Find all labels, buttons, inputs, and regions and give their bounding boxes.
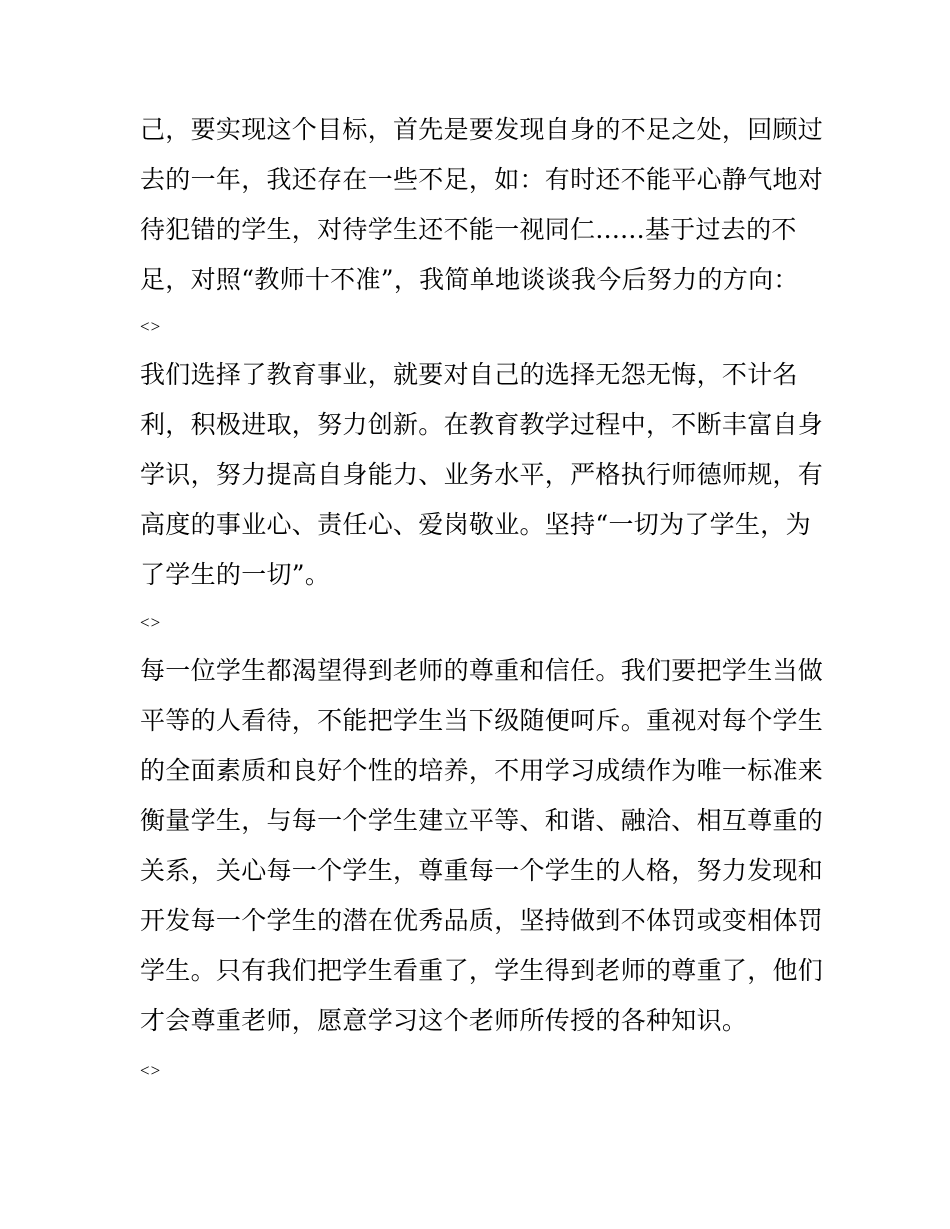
paragraph-marker: <> (140, 613, 162, 632)
text-line: 关系，关心每一个学生，尊重每一个学生的人格，努力发现和 (140, 856, 824, 885)
text-line: 了学生的一切”。 (140, 560, 331, 589)
text-line: 每一位学生都渴望得到老师的尊重和信任。我们要把学生当做 (140, 656, 824, 685)
text-line: 利，积极进取，努力创新。在教育教学过程中，不断丰富自身 (140, 410, 824, 439)
text-line: 衡量学生，与每一个学生建立平等、和谐、融洽、相互尊重的 (140, 806, 824, 835)
text-line: 我们选择了教育事业，就要对自己的选择无怨无悔，不计名 (140, 360, 798, 389)
text-line: 己，要实现这个目标，首先是要发现自身的不足之处，回顾过 (140, 115, 824, 144)
text-line: 开发每一个学生的潜在优秀品质，坚持做到不体罚或变相体罚 (140, 906, 824, 935)
paragraph-marker: <> (140, 1061, 162, 1080)
text-line: 去的一年，我还存在一些不足，如：有时还不能平心静气地对 (140, 165, 824, 194)
text-line: 的全面素质和良好个性的培养，不用学习成绩作为唯一标准来 (140, 756, 824, 785)
text-line: 高度的事业心、责任心、爱岗敬业。坚持“一切为了学生，为 (140, 510, 811, 539)
text-line: 才会尊重老师，愿意学习这个老师所传授的各种知识。 (140, 1006, 748, 1035)
text-line: 学生。只有我们把学生看重了，学生得到老师的尊重了，他们 (140, 956, 824, 985)
text-line: 足，对照“教师十不准”，我简单地谈谈我今后努力的方向： (140, 265, 799, 294)
paragraph-marker: <> (140, 317, 162, 336)
text-line: 平等的人看待，不能把学生当下级随便呵斥。重视对每个学生 (140, 706, 824, 735)
text-line: 学识，努力提高自身能力、业务水平，严格执行师德师规，有 (140, 460, 824, 489)
text-line: 待犯错的学生，对待学生还不能一视同仁......基于过去的不 (140, 215, 797, 244)
